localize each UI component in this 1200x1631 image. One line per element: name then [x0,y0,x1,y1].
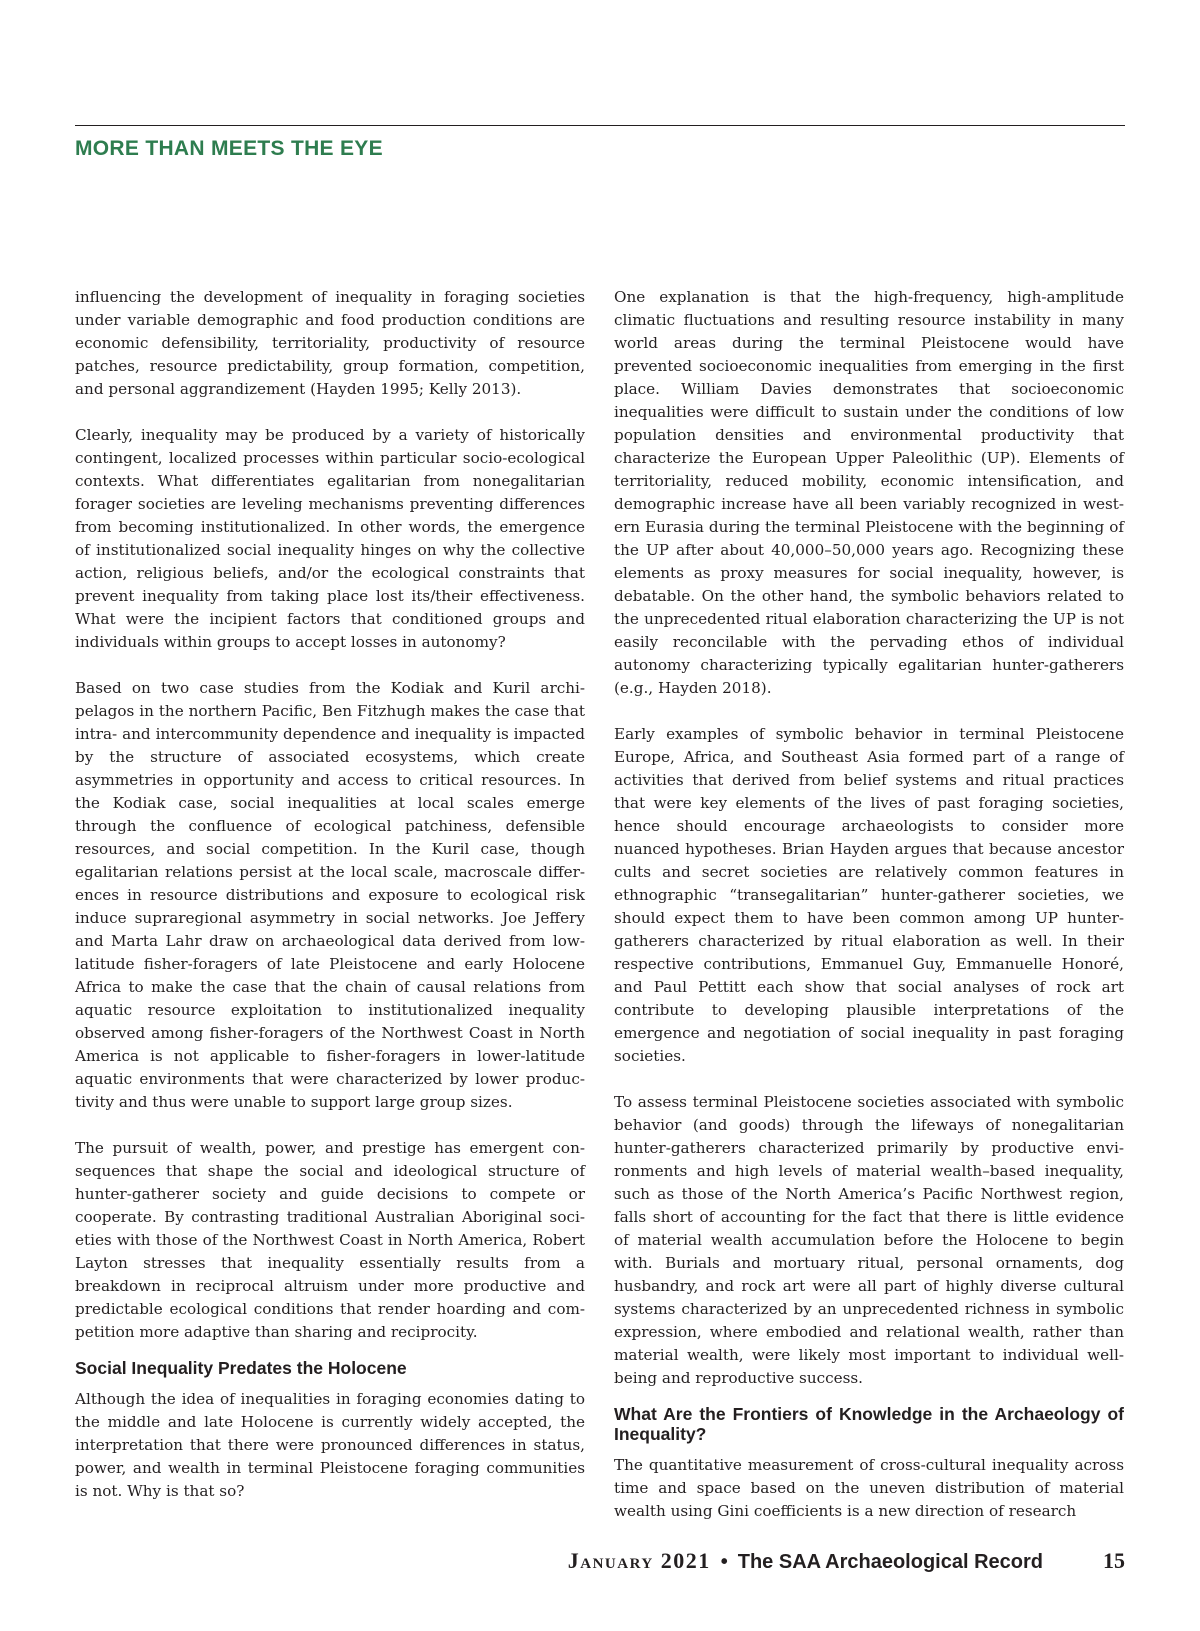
paragraph: The pursuit of wealth, power, and prestige has emergent consequences that shape the social and ideological structure of hunter-gatherer society and guide decisions to compete or cooperate. By contrasting traditional Australian Aboriginal societies with those of the Northwest Coast in North America, Robert Layton stresses that inequality essentially results from a breakdown in reciprocal altruism under more productive and predictable ecological conditions that render hoarding and competition more adaptive than sharing and reciprocity. [75,1139,585,1341]
paragraph: The quantitative measurement of cross-cultural inequality across time and space based on the uneven distribution of material wealth using Gini coefficients is a new direction of research [614,1456,1124,1520]
left-column [75,286,585,1503]
page-number: 15 [1103,1548,1125,1573]
paragraph: Clearly, inequality may be produced by a variety of historically contingent, localized processes within particular socio-ecological contexts. What differentiates egalitarian from nonegalitarian forager societies are leveling mechanisms preventing differences from becoming institutionalized. In other words, the emergence of institutionalized social inequality hinges on why the collective action, religious beliefs, and/or the ecological constraints that prevent inequality from taking place lost its/their effectiveness. What were the incipient factors that conditioned groups and individuals within groups to accept losses in autonomy? [75,426,585,651]
paragraph: Early examples of symbolic behavior in terminal Pleistocene Europe, Africa, and Southeast Asia formed part of a range of activities that derived from belief systems and ritual practices that were key elements of the lives of past foraging societies, hence should encourage archaeologists to consider more nuanced hypotheses. Brian Hayden argues that because ancestor cults and secret societies are relatively common features in ethnographic “transegalitarian” hunter-gatherer societies, we should expect them to have been common among UP hunter-gatherers characterized by ritual elaboration as well. In their respective contributions, Emmanuel Guy, Emmanuelle Honoré, and Paul Pettitt each show that social analyses of rock art contribute to developing plausible interpretations of the emergence and negotiation of social inequality in past foraging societies. [614,725,1124,1065]
page-footer [560,1548,1125,1574]
paragraph: One explanation is that the high-frequency, high-amplitude climatic fluctuations and resulting resource instability in many world areas during the terminal Pleistocene would have prevented socioeconomic inequalities from emerging in the first place. William Davies demonstrates that socioeconomic inequalities were difficult to sustain under the conditions of low population densities and environmental productivity that characterize the European Upper Paleolithic (UP). Elements of territoriality, reduced mobility, economic intensification, and demographic increase have all been variably recognized in western Eurasia during the terminal Pleistocene with the beginning of the UP after about 40,000–50,000 years ago. Recognizing these elements as proxy measures for social inequality, however, is debatable. On the other hand, the symbolic behaviors related to the unprecedented ritual elaboration characterizing the UP is not easily reconcilable with the pervading ethos of individual autonomy characterizing typically egalitarian hunter-gatherers (e.g., Hayden 2018). [614,288,1124,697]
right-column [614,286,1124,1523]
publication-title: The SAA Archaeological Record [737,1551,1043,1573]
paragraph: To assess terminal Pleistocene societies associated with symbolic behavior (and goods) through the lifeways of nonegalitarian hunter-gatherers characterized primarily by productive environments and high levels of material wealth–based inequality, such as those of the North America’s Pacific Northwest region, falls short of accounting for the fact that there is little evidence of material wealth accumulation before the Holocene to begin with. Burials and mortuary ritual, personal ornaments, dog husbandry, and rock art were all part of highly diverse cultural systems characterized by an unprecedented richness in symbolic expression, where embodied and relational wealth, rather than material wealth, were likely most important to individual well-being and reproductive success. [614,1093,1124,1387]
paragraph: Based on two case studies from the Kodiak and Kuril archipelagos in the northern Pacific, Ben Fitzhugh makes the case that intra- and intercommunity dependence and inequality is impacted by the structure of associated ecosystems, which create asymmetries in opportunity and access to critical resources. In the Kodiak case, social inequalities at local scales emerge through the confluence of ecological patchiness, defensible resources, and social competition. In the Kuril case, though egalitarian relations persist at the local scale, macroscale differences in resource distributions and exposure to ecological risk induce supraregional asymmetry in social networks. Joe Jeffery and Marta Lahr draw on archaeological data derived from low-latitude fisher-foragers of late Pleistocene and early Holocene Africa to make the case that the chain of causal relations from aquatic resource exploitation to institutionalized inequality observed among fisher-foragers of the Northwest Coast in North America is not applicable to fisher-foragers in lower-latitude aquatic environments that were characterized by lower productivity and thus were unable to support large group sizes. [75,679,585,1111]
section-heading: Social Inequality Predates the Holocene [75,1358,407,1378]
bullet-separator: • [720,1551,728,1573]
header-rule [75,125,1125,126]
running-head: MORE THAN MEETS THE EYE [75,137,383,160]
issue-date: January 2021 [567,1548,711,1573]
section-heading: What Are the Frontiers of Knowledge in the Archaeology of Inequality? [614,1404,1124,1444]
paragraph: influencing the development of inequality in foraging societies under variable demographic and food production conditions are economic defensibility, territoriality, productivity of resource patches, resource predictability, group formation, competition, and personal aggrandizement (Hayden 1995; Kelly 2013). [75,288,585,398]
paragraph: Although the idea of inequalities in foraging economies dating to the middle and late Holocene is currently widely accepted, the interpretation that there were pronounced differences in status, power, and wealth in terminal Pleistocene foraging communities is not. Why is that so? [75,1390,585,1500]
